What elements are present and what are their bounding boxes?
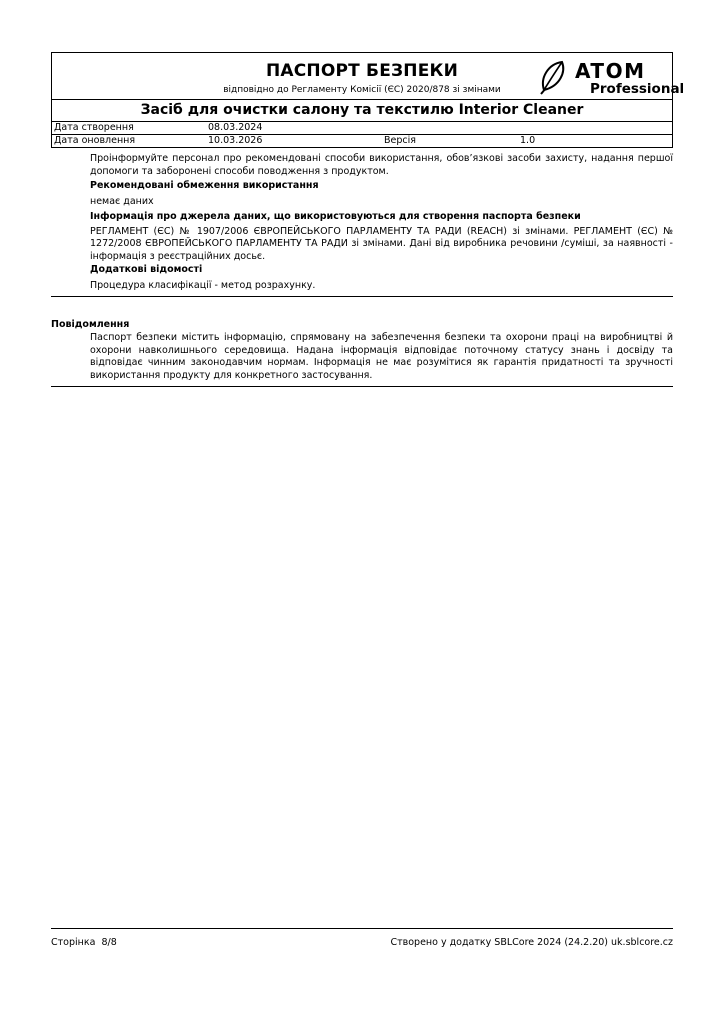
generator-note: Створено у додатку SBLCore 2024 (24.2.20) uk.sblcore.cz (390, 937, 673, 948)
notice-heading: Повідомлення (51, 319, 130, 330)
meta-row-updated (52, 134, 672, 147)
updated-label: Дата оновлення (54, 135, 136, 146)
restrictions-text: немає даних (90, 195, 154, 207)
version-value: 1.0 (520, 135, 536, 146)
additional-text: Процедура класифікації - метод розрахунку. (90, 279, 316, 291)
created-value: 08.03.2024 (208, 122, 263, 133)
document-page (51, 52, 685, 387)
logo-sub-text: Professional (590, 81, 685, 97)
document-header (51, 52, 685, 100)
document-title: ПАСПОРТ БЕЗПЕКИ (265, 61, 459, 81)
logo-brand-text: ATOM (575, 59, 646, 83)
updated-value: 10.03.2026 (208, 135, 263, 146)
sources-text: РЕГЛАМЕНТ (ЄС) № 1907/2006 ЄВРОПЕЙСЬКОГО ПАРЛАМЕНТУ ТА РАДИ (REACH) зі змінами. РЕГЛАМЕНТ (ЄС) № 1272/2008 ЄВРОПЕЙСЬКОГО ПАРЛАМЕНТУ ТА РАДИ зі змінами. Дані від виробника речовини /суміші, за наявності - інформація з реєстраційних досьє. (90, 225, 673, 262)
created-label: Дата створення (54, 122, 134, 133)
additional-heading: Додаткові відомості (90, 264, 203, 275)
notice-divider (51, 386, 673, 387)
page-label: Сторінка (51, 937, 96, 948)
document-meta-table (51, 122, 673, 148)
page-value: 8/8 (101, 937, 117, 948)
footer-divider (51, 928, 673, 929)
restrictions-heading: Рекомендовані обмеження використання (90, 180, 319, 191)
section-divider (51, 296, 673, 297)
page-number (51, 937, 117, 948)
version-label: Версія (384, 135, 416, 146)
sources-heading: Інформація про джерела даних, що використовуються для створення паспорта безпеки (90, 211, 581, 222)
meta-row-created (52, 122, 672, 134)
notice-text: Паспорт безпеки містить інформацію, спрямовану на забезпечення безпеки та охорони праці на виробництві й охорони навколишнього середовища. Надана інформація відповідає поточному статусу знань і досвіду та відповідає чинним законодавчим нормам. Інформація не має розумітися як гарантія придатності та зручності використання продукту для конкретного застосування. (90, 332, 673, 381)
notice-section (51, 332, 673, 382)
product-name: Засіб для очистки салону та текстилю Interior Cleaner (51, 100, 673, 122)
section-16-continued (51, 153, 673, 292)
leaf-logo-icon (538, 58, 574, 96)
atom-professional-logo (538, 58, 685, 97)
regulation-subtitle: відповідно до Регламенту Комісії (ЄС) 2020/878 зі змінами (223, 85, 501, 95)
intro-paragraph: Проінформуйте персонал про рекомендовані способи використання, обов’язкові засоби захисту, надання першої допомоги та заборонені способи поводження з продуктом. (90, 153, 673, 177)
